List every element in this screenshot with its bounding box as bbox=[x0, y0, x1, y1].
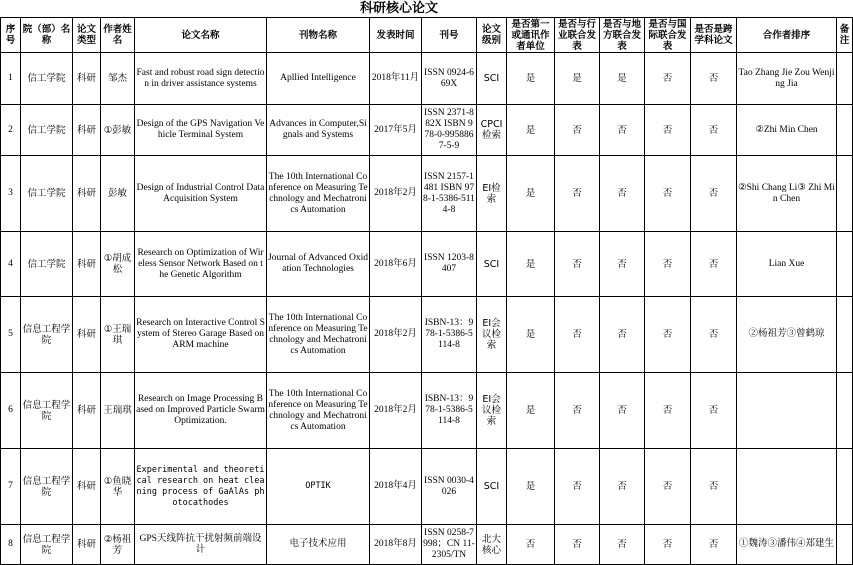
cell-paper: Design of Industrial Control Data Acquisition System bbox=[135, 156, 267, 232]
cell-paper: Fast and robust road sign detection in driver assistance systems bbox=[135, 53, 267, 105]
cell-journal: Journal of Advanced Oxidation Technologies bbox=[267, 232, 370, 297]
cell-paper: Experimental and theoretical research on heat cleaning process of GaAlAs photocathodes bbox=[135, 449, 267, 525]
cell-inter: 否 bbox=[691, 53, 737, 105]
header-note: 备注 bbox=[837, 18, 853, 53]
cell-industry: 否 bbox=[555, 105, 600, 156]
cell-intl: 否 bbox=[645, 53, 691, 105]
cell-paper: Research on Image Processing Based on Improved Particle Swarm Optimization. bbox=[135, 373, 267, 449]
header-journal: 刊物名称 bbox=[267, 18, 370, 53]
cell-dept: 信息工程学院 bbox=[21, 525, 73, 565]
cell-author: ①胡成松 bbox=[101, 232, 135, 297]
cell-paper: GPS天线阵抗干扰射频前端设计 bbox=[135, 525, 267, 565]
cell-level: EI会议检索 bbox=[477, 373, 507, 449]
cell-coauthors: ②Zhi Min Chen bbox=[737, 105, 837, 156]
cell-inter: 否 bbox=[691, 449, 737, 525]
cell-local: 否 bbox=[600, 449, 645, 525]
cell-intl: 否 bbox=[645, 156, 691, 232]
cell-issn: ISBN-13：978-1-5386-5114-8 bbox=[422, 373, 477, 449]
cell-local: 是 bbox=[600, 53, 645, 105]
header-dept: 院（部）名称 bbox=[21, 18, 73, 53]
cell-coauthors bbox=[737, 373, 837, 449]
cell-journal: The 10th International Conference on Measuring Technology and Mechatronics Automation bbox=[267, 297, 370, 373]
cell-date: 2018年2月 bbox=[370, 156, 422, 232]
cell-note bbox=[837, 105, 853, 156]
cell-journal: OPTIK bbox=[267, 449, 370, 525]
cell-type: 科研 bbox=[73, 53, 101, 105]
cell-inter: 否 bbox=[691, 297, 737, 373]
cell-intl: 否 bbox=[645, 297, 691, 373]
header-no: 序号 bbox=[1, 18, 21, 53]
cell-industry: 否 bbox=[555, 297, 600, 373]
cell-date: 2018年11月 bbox=[370, 53, 422, 105]
cell-journal: 电子技术应用 bbox=[267, 525, 370, 565]
cell-first: 是 bbox=[507, 232, 555, 297]
cell-note bbox=[837, 156, 853, 232]
cell-no: 5 bbox=[1, 297, 21, 373]
header-row bbox=[1, 18, 853, 53]
cell-coauthors: Tao Zhang Jie Zou Wenjing Jia bbox=[737, 53, 837, 105]
cell-note bbox=[837, 373, 853, 449]
cell-author: ①彭敏 bbox=[101, 105, 135, 156]
cell-local: 否 bbox=[600, 297, 645, 373]
cell-first: 是 bbox=[507, 105, 555, 156]
cell-note bbox=[837, 232, 853, 297]
table-row bbox=[1, 105, 853, 156]
cell-author: ①王瑞琪 bbox=[101, 297, 135, 373]
cell-date: 2018年4月 bbox=[370, 449, 422, 525]
cell-inter: 否 bbox=[691, 525, 737, 565]
cell-issn: ISSN 1203-8407 bbox=[422, 232, 477, 297]
cell-level: SCI bbox=[477, 449, 507, 525]
cell-type: 科研 bbox=[73, 449, 101, 525]
cell-dept: 信工学院 bbox=[21, 53, 73, 105]
header-industry: 是否与行业联合发表 bbox=[555, 18, 600, 53]
cell-inter: 否 bbox=[691, 105, 737, 156]
cell-industry: 否 bbox=[555, 232, 600, 297]
cell-intl: 否 bbox=[645, 105, 691, 156]
cell-level: 北大核心 bbox=[477, 525, 507, 565]
cell-type: 科研 bbox=[73, 232, 101, 297]
cell-issn: ISSN 2157-1481 ISBN 978-1-5386-5114-8 bbox=[422, 156, 477, 232]
cell-coauthors: ②杨祖芳③曾鹤琼 bbox=[737, 297, 837, 373]
cell-author: 邹杰 bbox=[101, 53, 135, 105]
header-coauthors: 合作者排序 bbox=[737, 18, 837, 53]
header-local: 是否与地方联合发表 bbox=[600, 18, 645, 53]
header-paper: 论文名称 bbox=[135, 18, 267, 53]
cell-industry: 否 bbox=[555, 449, 600, 525]
cell-local: 否 bbox=[600, 525, 645, 565]
cell-local: 否 bbox=[600, 156, 645, 232]
cell-industry: 否 bbox=[555, 373, 600, 449]
page-title: 科研核心论文 bbox=[359, 1, 438, 16]
table-row bbox=[1, 297, 853, 373]
cell-paper: Research on Optimization of Wireless Sensor Network Based on the Genetic Algorithm bbox=[135, 232, 267, 297]
cell-no: 2 bbox=[1, 105, 21, 156]
cell-level: EI会议检索 bbox=[477, 297, 507, 373]
header-first: 是否第一或通讯作者单位 bbox=[507, 18, 555, 53]
cell-type: 科研 bbox=[73, 297, 101, 373]
header-intl: 是否与国际联合发表 bbox=[645, 18, 691, 53]
header-type: 论文类型 bbox=[73, 18, 101, 53]
cell-author: 王瑞琪 bbox=[101, 373, 135, 449]
cell-type: 科研 bbox=[73, 373, 101, 449]
header-inter: 是否是跨学科论文 bbox=[691, 18, 737, 53]
cell-intl: 否 bbox=[645, 232, 691, 297]
cell-journal: Apllied Intelligence bbox=[267, 53, 370, 105]
cell-note bbox=[837, 449, 853, 525]
table-row bbox=[1, 373, 853, 449]
cell-no: 6 bbox=[1, 373, 21, 449]
papers-table bbox=[0, 17, 853, 565]
cell-coauthors bbox=[737, 449, 837, 525]
cell-no: 1 bbox=[1, 53, 21, 105]
cell-level: SCI bbox=[477, 232, 507, 297]
cell-dept: 信息工程学院 bbox=[21, 297, 73, 373]
cell-no: 3 bbox=[1, 156, 21, 232]
table-row bbox=[1, 53, 853, 105]
table-row bbox=[1, 232, 853, 297]
cell-type: 科研 bbox=[73, 156, 101, 232]
cell-first: 是 bbox=[507, 373, 555, 449]
cell-intl: 否 bbox=[645, 373, 691, 449]
cell-first: 是 bbox=[507, 156, 555, 232]
cell-intl: 否 bbox=[645, 525, 691, 565]
cell-issn: ISBN-13：978-1-5386-5114-8 bbox=[422, 297, 477, 373]
cell-note bbox=[837, 53, 853, 105]
cell-level: CPCI检索 bbox=[477, 105, 507, 156]
cell-level: EI检索 bbox=[477, 156, 507, 232]
cell-issn: ISSN 0030-4026 bbox=[422, 449, 477, 525]
cell-inter: 否 bbox=[691, 232, 737, 297]
cell-dept: 信息工程学院 bbox=[21, 449, 73, 525]
table-row bbox=[1, 156, 853, 232]
cell-date: 2018年8月 bbox=[370, 525, 422, 565]
cell-author: ②杨祖芳 bbox=[101, 525, 135, 565]
cell-inter: 否 bbox=[691, 156, 737, 232]
cell-intl: 否 bbox=[645, 449, 691, 525]
cell-no: 8 bbox=[1, 525, 21, 565]
cell-industry: 否 bbox=[555, 525, 600, 565]
cell-date: 2018年6月 bbox=[370, 232, 422, 297]
cell-journal: The 10th International Conference on Measuring Technology and Mechatronics Automation bbox=[267, 156, 370, 232]
cell-dept: 信工学院 bbox=[21, 156, 73, 232]
cell-author: ①鱼晓华 bbox=[101, 449, 135, 525]
cell-note bbox=[837, 525, 853, 565]
cell-inter: 否 bbox=[691, 373, 737, 449]
cell-coauthors: ①魏涛③潘伟④郑建生 bbox=[737, 525, 837, 565]
cell-paper: Design of the GPS Navigation Vehicle Terminal System bbox=[135, 105, 267, 156]
cell-coauthors: ②Shi Chang Li③ Zhi Min Chen bbox=[737, 156, 837, 232]
cell-issn: ISSN 0258-7998；CN 11-2305/TN bbox=[422, 525, 477, 565]
cell-paper: Research on Interactive Control System of Stereo Garage Based on ARM machine bbox=[135, 297, 267, 373]
cell-date: 2018年2月 bbox=[370, 373, 422, 449]
table-row bbox=[1, 525, 853, 565]
cell-local: 否 bbox=[600, 373, 645, 449]
cell-level: SCI bbox=[477, 53, 507, 105]
cell-journal: Advances in Computer,Signals and Systems bbox=[267, 105, 370, 156]
cell-industry: 是 bbox=[555, 53, 600, 105]
cell-author: 彭敏 bbox=[101, 156, 135, 232]
cell-no: 4 bbox=[1, 232, 21, 297]
header-issn: 刊号 bbox=[422, 18, 477, 53]
cell-local: 否 bbox=[600, 232, 645, 297]
cell-type: 科研 bbox=[73, 105, 101, 156]
cell-coauthors: Lian Xue bbox=[737, 232, 837, 297]
cell-no: 7 bbox=[1, 449, 21, 525]
header-level: 论文级别 bbox=[477, 18, 507, 53]
cell-first: 否 bbox=[507, 525, 555, 565]
header-author: 作者姓名 bbox=[101, 18, 135, 53]
header-date: 发表时间 bbox=[370, 18, 422, 53]
cell-local: 否 bbox=[600, 105, 645, 156]
cell-dept: 信工学院 bbox=[21, 232, 73, 297]
cell-date: 2018年2月 bbox=[370, 297, 422, 373]
cell-note bbox=[837, 297, 853, 373]
cell-first: 是 bbox=[507, 449, 555, 525]
cell-first: 是 bbox=[507, 53, 555, 105]
cell-dept: 信工学院 bbox=[21, 105, 73, 156]
cell-issn: ISSN 2371-882X ISBN 978-0-9958867-5-9 bbox=[422, 105, 477, 156]
cell-date: 2017年5月 bbox=[370, 105, 422, 156]
cell-type: 科研 bbox=[73, 525, 101, 565]
cell-first: 是 bbox=[507, 297, 555, 373]
cell-journal: The 10th International Conference on Measuring Technology and Mechatronics Automation bbox=[267, 373, 370, 449]
cell-dept: 信息工程学院 bbox=[21, 373, 73, 449]
cell-industry: 否 bbox=[555, 156, 600, 232]
table-row bbox=[1, 449, 853, 525]
cell-issn: ISSN 0924-669X bbox=[422, 53, 477, 105]
